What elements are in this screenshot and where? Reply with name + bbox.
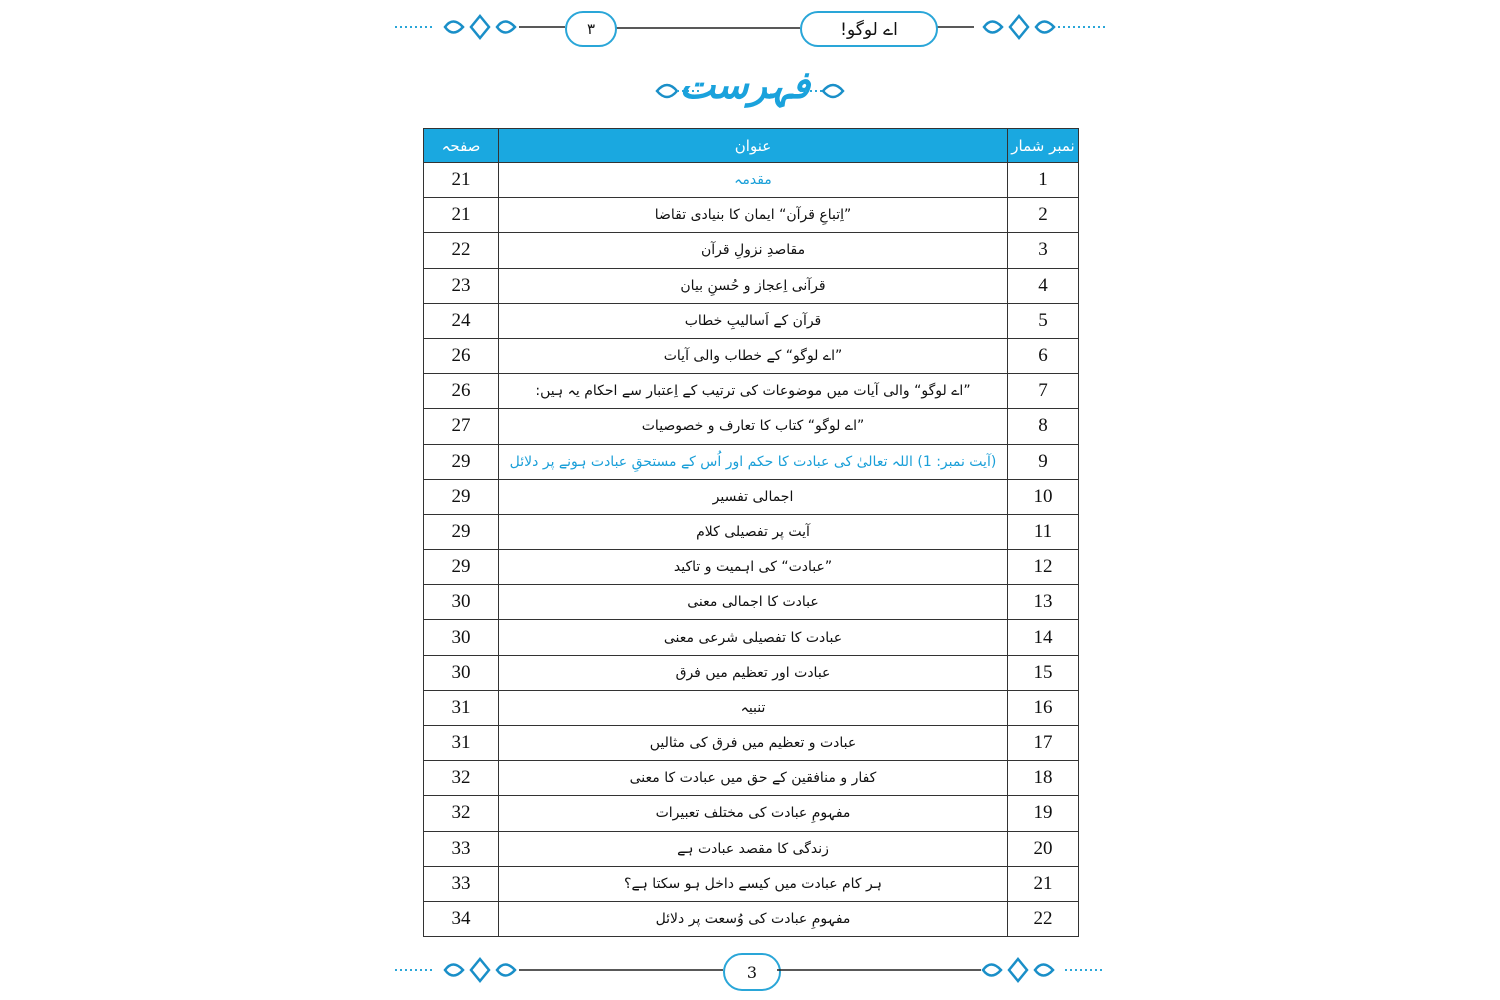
toc-entry-number: 17 bbox=[1008, 726, 1079, 761]
toc-entry-title: ”عبادت“ کی اہمیت و تاکید bbox=[499, 550, 1008, 585]
toc-entry-number: 15 bbox=[1008, 655, 1079, 690]
header-page: صفحہ bbox=[424, 129, 499, 163]
toc-entry-title: قرآنی اِعجاز و حُسنِ بیان bbox=[499, 268, 1008, 303]
toc-entry-number: 5 bbox=[1008, 303, 1079, 338]
toc-page-number: 29 bbox=[424, 444, 499, 479]
table-row bbox=[424, 374, 1079, 409]
toc-entry-number: 20 bbox=[1008, 831, 1079, 866]
toc-entry-number: 11 bbox=[1008, 514, 1079, 549]
toc-entry-title: عبادت کا اجمالی معنی bbox=[499, 585, 1008, 620]
header-book-title: اے لوگو! bbox=[800, 11, 938, 47]
title-right-flourish-icon bbox=[800, 78, 845, 104]
toc-entry-title: مفہومِ عبادت کی مختلف تعبیرات bbox=[499, 796, 1008, 831]
table-row bbox=[424, 550, 1079, 585]
header-title: عنوان bbox=[499, 129, 1008, 163]
toc-entry-title: ”اِتباعِ قرآن“ ایمان کا بنیادی تقاضا bbox=[499, 198, 1008, 233]
table-row bbox=[424, 198, 1079, 233]
toc-entry-number: 18 bbox=[1008, 761, 1079, 796]
toc-table bbox=[423, 128, 1079, 937]
toc-page-number: 29 bbox=[424, 514, 499, 549]
toc-page-number: 34 bbox=[424, 901, 499, 936]
toc-page-number: 22 bbox=[424, 233, 499, 268]
toc-page-number: 32 bbox=[424, 761, 499, 796]
toc-page-number: 33 bbox=[424, 866, 499, 901]
toc-entry-number: 8 bbox=[1008, 409, 1079, 444]
table-row bbox=[424, 268, 1079, 303]
toc-page-number: 21 bbox=[424, 198, 499, 233]
toc-entry-title: کفار و منافقین کے حق میں عبادت کا معنی bbox=[499, 761, 1008, 796]
toc-page-number: 29 bbox=[424, 479, 499, 514]
toc-entry-number: 7 bbox=[1008, 374, 1079, 409]
toc-entry-number: 3 bbox=[1008, 233, 1079, 268]
toc-page-number: 29 bbox=[424, 550, 499, 585]
table-row bbox=[424, 901, 1079, 936]
toc-entry-title: ”اے لوگو“ کتاب کا تعارف و خصوصیات bbox=[499, 409, 1008, 444]
table-row bbox=[424, 479, 1079, 514]
table-row bbox=[424, 514, 1079, 549]
table-row bbox=[424, 444, 1079, 479]
toc-entry-title: (آیت نمبر: 1) اللہ تعالیٰ کی عبادت کا حکم اور اُس کے مستحقِ عبادت ہونے پر دلائل bbox=[499, 444, 1008, 479]
toc-page-number: 30 bbox=[424, 620, 499, 655]
table-row bbox=[424, 726, 1079, 761]
toc-page-number: 31 bbox=[424, 690, 499, 725]
toc-entry-title: ”اے لوگو“ کے خطاب والی آیات bbox=[499, 338, 1008, 373]
bottom-left-ornament-icon bbox=[395, 957, 723, 983]
toc-entry-title: آیت پر تفصیلی کلام bbox=[499, 514, 1008, 549]
toc-entry-title: تنبیہ bbox=[499, 690, 1008, 725]
toc-entry-number: 9 bbox=[1008, 444, 1079, 479]
toc-entry-title: عبادت و تعظیم میں فرق کی مثالیں bbox=[499, 726, 1008, 761]
toc-page-number: 33 bbox=[424, 831, 499, 866]
toc-page-number: 23 bbox=[424, 268, 499, 303]
table-row bbox=[424, 233, 1079, 268]
top-mid-line bbox=[613, 26, 800, 30]
toc-entry-number: 6 bbox=[1008, 338, 1079, 373]
table-row bbox=[424, 620, 1079, 655]
toc-entry-number: 21 bbox=[1008, 866, 1079, 901]
table-row bbox=[424, 866, 1079, 901]
toc-entry-number: 1 bbox=[1008, 163, 1079, 198]
toc-entry-number: 14 bbox=[1008, 620, 1079, 655]
toc-entry-title: ”اے لوگو“ والی آیات میں موضوعات کی ترتیب کے اِعتبار سے احکام یہ ہیں: bbox=[499, 374, 1008, 409]
toc-page-number: 30 bbox=[424, 655, 499, 690]
header-page-number: ۳ bbox=[565, 11, 617, 47]
toc-entry-title: اجمالی تفسیر bbox=[499, 479, 1008, 514]
table-row bbox=[424, 303, 1079, 338]
toc-page-number: 31 bbox=[424, 726, 499, 761]
toc-entry-title: مفہومِ عبادت کی وُسعت پر دلائل bbox=[499, 901, 1008, 936]
toc-entry-title: عبادت کا تفصیلی شرعی معنی bbox=[499, 620, 1008, 655]
table-row bbox=[424, 585, 1079, 620]
toc-entry-number: 10 bbox=[1008, 479, 1079, 514]
toc-entry-title: قرآن کے اَسالیبِ خطاب bbox=[499, 303, 1008, 338]
header-number: نمبر شمار bbox=[1008, 129, 1079, 163]
toc-entry-title: ہر کام عبادت میں کیسے داخل ہو سکتا ہے؟ bbox=[499, 866, 1008, 901]
toc-entry-number: 13 bbox=[1008, 585, 1079, 620]
footer-page-number: 3 bbox=[723, 953, 781, 991]
table-row bbox=[424, 831, 1079, 866]
table-row bbox=[424, 163, 1079, 198]
table-row bbox=[424, 796, 1079, 831]
top-left-ornament-icon bbox=[395, 14, 565, 40]
toc-entry-title: زندگی کا مقصد عبادت ہے bbox=[499, 831, 1008, 866]
toc-page-number: 26 bbox=[424, 374, 499, 409]
toc-entry-number: 2 bbox=[1008, 198, 1079, 233]
toc-entry-number: 12 bbox=[1008, 550, 1079, 585]
toc-entry-number: 22 bbox=[1008, 901, 1079, 936]
toc-page-number: 21 bbox=[424, 163, 499, 198]
table-row bbox=[424, 338, 1079, 373]
toc-entry-title: عبادت اور تعظیم میں فرق bbox=[499, 655, 1008, 690]
toc-header-row bbox=[424, 129, 1079, 163]
table-row bbox=[424, 409, 1079, 444]
toc-entry-title: مقدمہ bbox=[499, 163, 1008, 198]
toc-page-number: 24 bbox=[424, 303, 499, 338]
toc-page-number: 26 bbox=[424, 338, 499, 373]
toc-title: فہرست bbox=[679, 62, 810, 107]
top-right-ornament-icon bbox=[934, 14, 1106, 40]
toc-page-number: 27 bbox=[424, 409, 499, 444]
toc-entry-title: مقاصدِ نزولِ قرآن bbox=[499, 233, 1008, 268]
toc-entry-number: 16 bbox=[1008, 690, 1079, 725]
toc-entry-number: 19 bbox=[1008, 796, 1079, 831]
toc-page-number: 32 bbox=[424, 796, 499, 831]
toc-page-number: 30 bbox=[424, 585, 499, 620]
table-row bbox=[424, 690, 1079, 725]
table-row bbox=[424, 655, 1079, 690]
bottom-right-ornament-icon bbox=[777, 957, 1105, 983]
toc-entry-number: 4 bbox=[1008, 268, 1079, 303]
table-row bbox=[424, 761, 1079, 796]
